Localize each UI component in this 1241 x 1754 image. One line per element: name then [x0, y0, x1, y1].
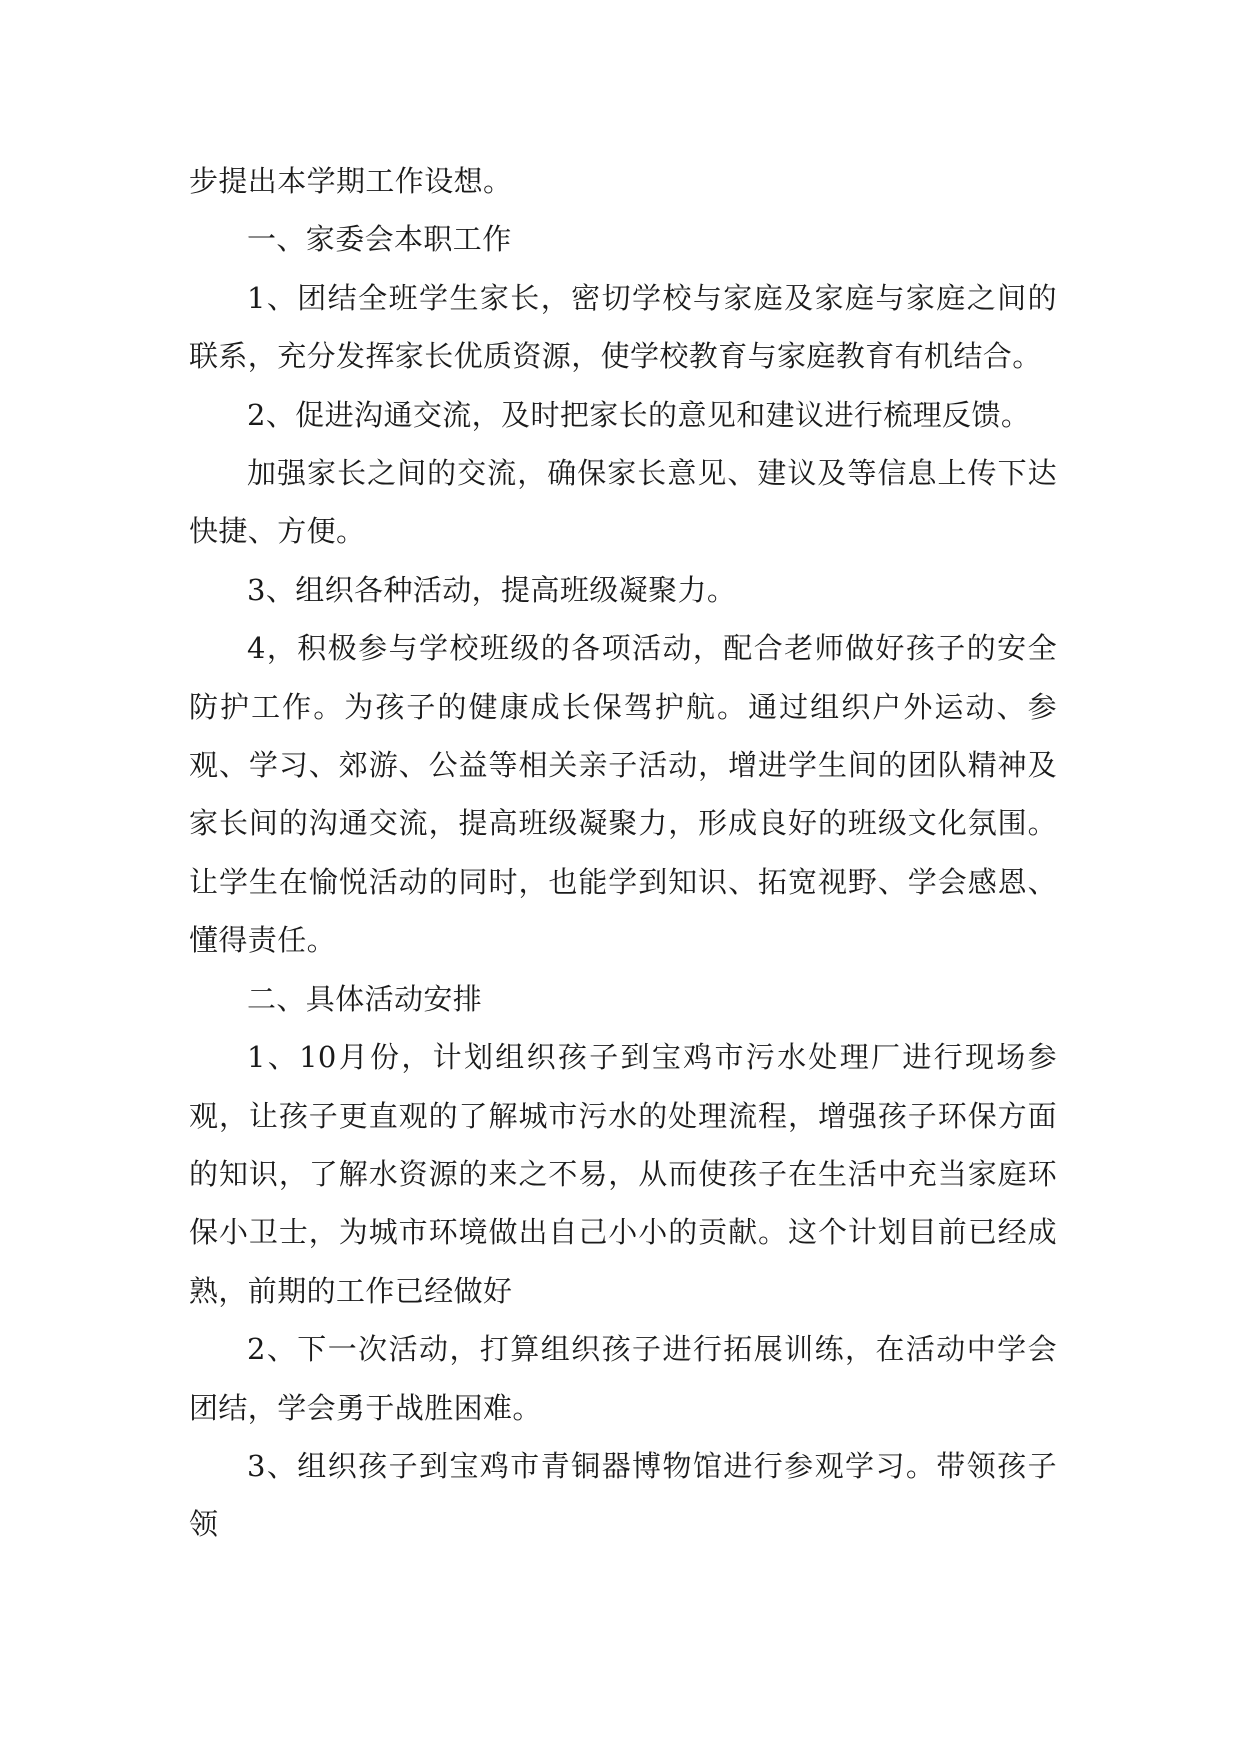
section-heading-2: 二、具体活动安排: [247, 981, 483, 1016]
paragraph-item-4: 4，积极参与学校班级的各项活动，配合老师做好孩子的安全防护工作。为孩子的健康成长保驾护航。通过组织户外运动、参观、学习、郊游、公益等相关亲子活动，增进学生间的团队精神及家长间的沟通交流，提高班级凝聚力，形成良好的班级文化氛围。让学生在愉悦活动的同时，也能学到知识、拓宽视野、学会感恩、懂得责任。: [189, 631, 1057, 958]
paragraph-continuation: 步提出本学期工作设想。: [189, 164, 513, 198]
paragraph-communication: 加强家长之间的交流，确保家长意见、建议及等信息上传下达快捷、方便。: [189, 456, 1057, 549]
paragraph-item-2: 2、促进沟通交流，及时把家长的意见和建议进行梳理反馈。: [247, 397, 1031, 432]
activity-item-3: 3、组织孩子到宝鸡市青铜器博物馆进行参观学习。带领孩子领: [189, 1448, 1057, 1542]
paragraph-item-3: 3、组织各种活动，提高班级凝聚力。: [247, 572, 737, 607]
activity-item-2: 2、下一次活动，打算组织孩子进行拓展训练，在活动中学会团结，学会勇于战胜困难。: [189, 1332, 1057, 1425]
paragraph-item-1: 1、团结全班学生家长，密切学校与家庭及家庭与家庭之间的联系，充分发挥家长优质资源，使学校教育与家庭教育有机结合。: [189, 280, 1057, 374]
section-heading-1: 一、家委会本职工作: [247, 222, 512, 257]
activity-item-1: 1、10月份，计划组织孩子到宝鸡市污水处理厂进行现场参观，让孩子更直观的了解城市污水的处理流程，增强孩子环保方面的知识，了解水资源的来之不易，从而使孩子在生活中充当家庭环保小卫士，为城市环境做出自己小小的贡献。这个计划目前已经成熟，前期的工作已经做好: [189, 1040, 1057, 1308]
document-body: [189, 152, 1057, 1554]
